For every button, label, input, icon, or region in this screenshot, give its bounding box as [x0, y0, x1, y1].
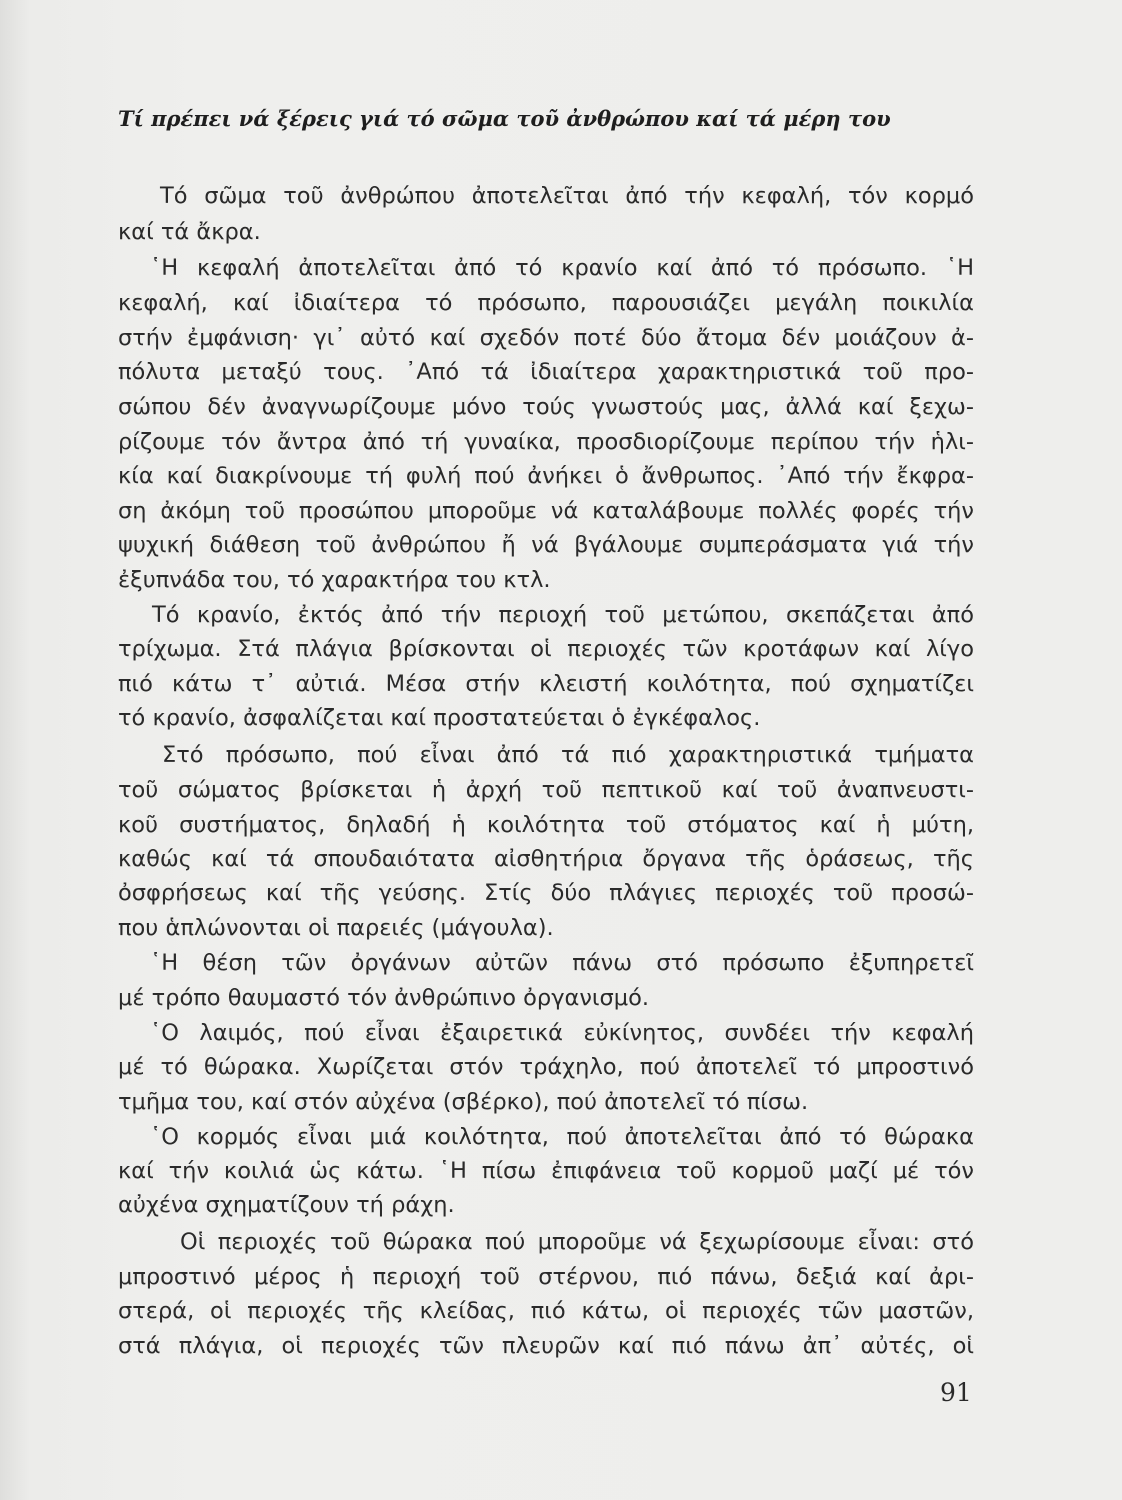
text-line: Τό σῶμα τοῦ ἀνθρώπου ἀποτελεῖται ἀπό τήν κεφαλή, τόν κορμό [160, 183, 974, 209]
text-line: ρίζουμε τόν ἄντρα ἀπό τή γυναίκα, προσδιορίζουμε περίπου τήν ἡλι- [118, 429, 974, 455]
text-line: καί τήν κοιλιά ὡς κάτω. ῾Η πίσω ἐπιφάνεια τοῦ κορμοῦ μαζί μέ τόν [118, 1158, 974, 1184]
text-line: κεφαλή, καί ἰδιαίτερα τό πρόσωπο, παρουσιάζει μεγάλη ποικιλία [118, 290, 974, 316]
text-line: ἐξυπνάδα του, τό χαρακτήρα του κτλ. [118, 567, 551, 593]
text-line: σώπου δέν ἀναγνωρίζουμε μόνο τούς γνωστούς μας, ἀλλά καί ξεχω- [118, 394, 974, 420]
text-line: ῾Η θέση τῶν ὀργάνων αὐτῶν πάνω στό πρόσωπο ἐξυπηρετεῖ [150, 950, 974, 976]
text-line: που ἁπλώνονται οἱ παρειές (μάγουλα). [118, 915, 554, 941]
text-line: μέ τρόπο θαυμαστό τόν ἀνθρώπινο ὀργανισμό. [118, 985, 650, 1011]
text-line: κοῦ συστήματος, δηλαδή ἡ κοιλότητα τοῦ στόματος καί ἡ μύτη, [118, 812, 974, 838]
text-line: ῾Ο κορμός εἶναι μιά κοιλότητα, πού ἀποτελεῖται ἀπό τό θώρακα [150, 1124, 974, 1150]
text-line: καθώς καί τά σπουδαιότατα αἰσθητήρια ὄργανα τῆς ὁράσεως, τῆς [118, 846, 974, 872]
text-line: μπροστινό μέρος ἡ περιοχή τοῦ στέρνου, πιό πάνω, δεξιά καί ἀρι- [118, 1264, 974, 1290]
text-line: στά πλάγια, οἱ περιοχές τῶν πλευρῶν καί πιό πάνω ἀπ᾿ αὐτές, οἱ [118, 1333, 974, 1359]
text-line: τοῦ σώματος βρίσκεται ἡ ἀρχή τοῦ πεπτικοῦ καί τοῦ ἀναπνευστι- [118, 777, 974, 803]
text-line: ὀσφρήσεως καί τῆς γεύσης. Στίς δύο πλάγιες περιοχές τοῦ προσώ- [118, 880, 974, 906]
text-line: στερά, οἱ περιοχές τῆς κλείδας, πιό κάτω, οἱ περιοχές τῶν μαστῶν, [118, 1298, 974, 1324]
text-line: ῾Η κεφαλή ἀποτελεῖται ἀπό τό κρανίο καί ἀπό τό πρόσωπο. ῾Η [150, 255, 974, 281]
text-line: Τό κρανίο, ἐκτός ἀπό τήν περιοχή τοῦ μετώπου, σκεπάζεται ἀπό [152, 602, 974, 628]
text-line: πόλυτα μεταξύ τους. ᾿Από τά ἰδιαίτερα χαρακτηριστικά τοῦ προ- [118, 359, 974, 385]
page-number: 91 [940, 1378, 972, 1407]
text-line: κία καί διακρίνουμε τή φυλή πού ἀνήκει ὁ ἄνθρωπος. ᾿Από τήν ἔκφρα- [118, 463, 974, 489]
text-line: μέ τό θώρακα. Χωρίζεται στόν τράχηλο, πού ἀποτελεῖ τό μπροστινό [118, 1054, 974, 1080]
text-line: ση ἀκόμη τοῦ προσώπου μποροῦμε νά καταλάβουμε πολλές φορές τήν [118, 498, 974, 524]
section-heading: Τί πρέπει νά ξέρεις γιά τό σῶμα τοῦ ἀνθρώπου καί τά μέρη του [118, 106, 891, 131]
text-line: πιό κάτω τ᾿ αὐτιά. Μέσα στήν κλειστή κοιλότητα, πού σχηματίζει [118, 671, 974, 697]
text-line: Στό πρόσωπο, πού εἶναι ἀπό τά πιό χαρακτηριστικά τμήματα [162, 742, 974, 768]
text-line: τρίχωμα. Στά πλάγια βρίσκονται οἱ περιοχές τῶν κροτάφων καί λίγο [118, 636, 974, 662]
text-line: τμῆμα του, καί στόν αὐχένα (σβέρκο), πού ἀποτελεῖ τό πίσω. [118, 1089, 809, 1115]
text-line: στήν ἐμφάνιση· γι᾿ αὐτό καί σχεδόν ποτέ δύο ἄτομα δέν μοιάζουν ἀ- [118, 325, 974, 351]
text-line: καί τά ἄκρα. [118, 219, 261, 245]
text-line: ψυχική διάθεση τοῦ ἀνθρώπου ἤ νά βγάλουμε συμπεράσματα γιά τήν [118, 532, 974, 558]
text-line: αὐχένα σχηματίζουν τή ράχη. [118, 1192, 455, 1218]
text-line: ῾Ο λαιμός, πού εἶναι ἐξαιρετικά εὐκίνητος, συνδέει τήν κεφαλή [150, 1020, 974, 1046]
text-line: τό κρανίο, ἀσφαλίζεται καί προστατεύεται ὁ ἐγκέφαλος. [118, 705, 761, 731]
text-line: Οἱ περιοχές τοῦ θώρακα πού μποροῦμε νά ξεχωρίσουμε εἶναι: στό [180, 1229, 974, 1255]
